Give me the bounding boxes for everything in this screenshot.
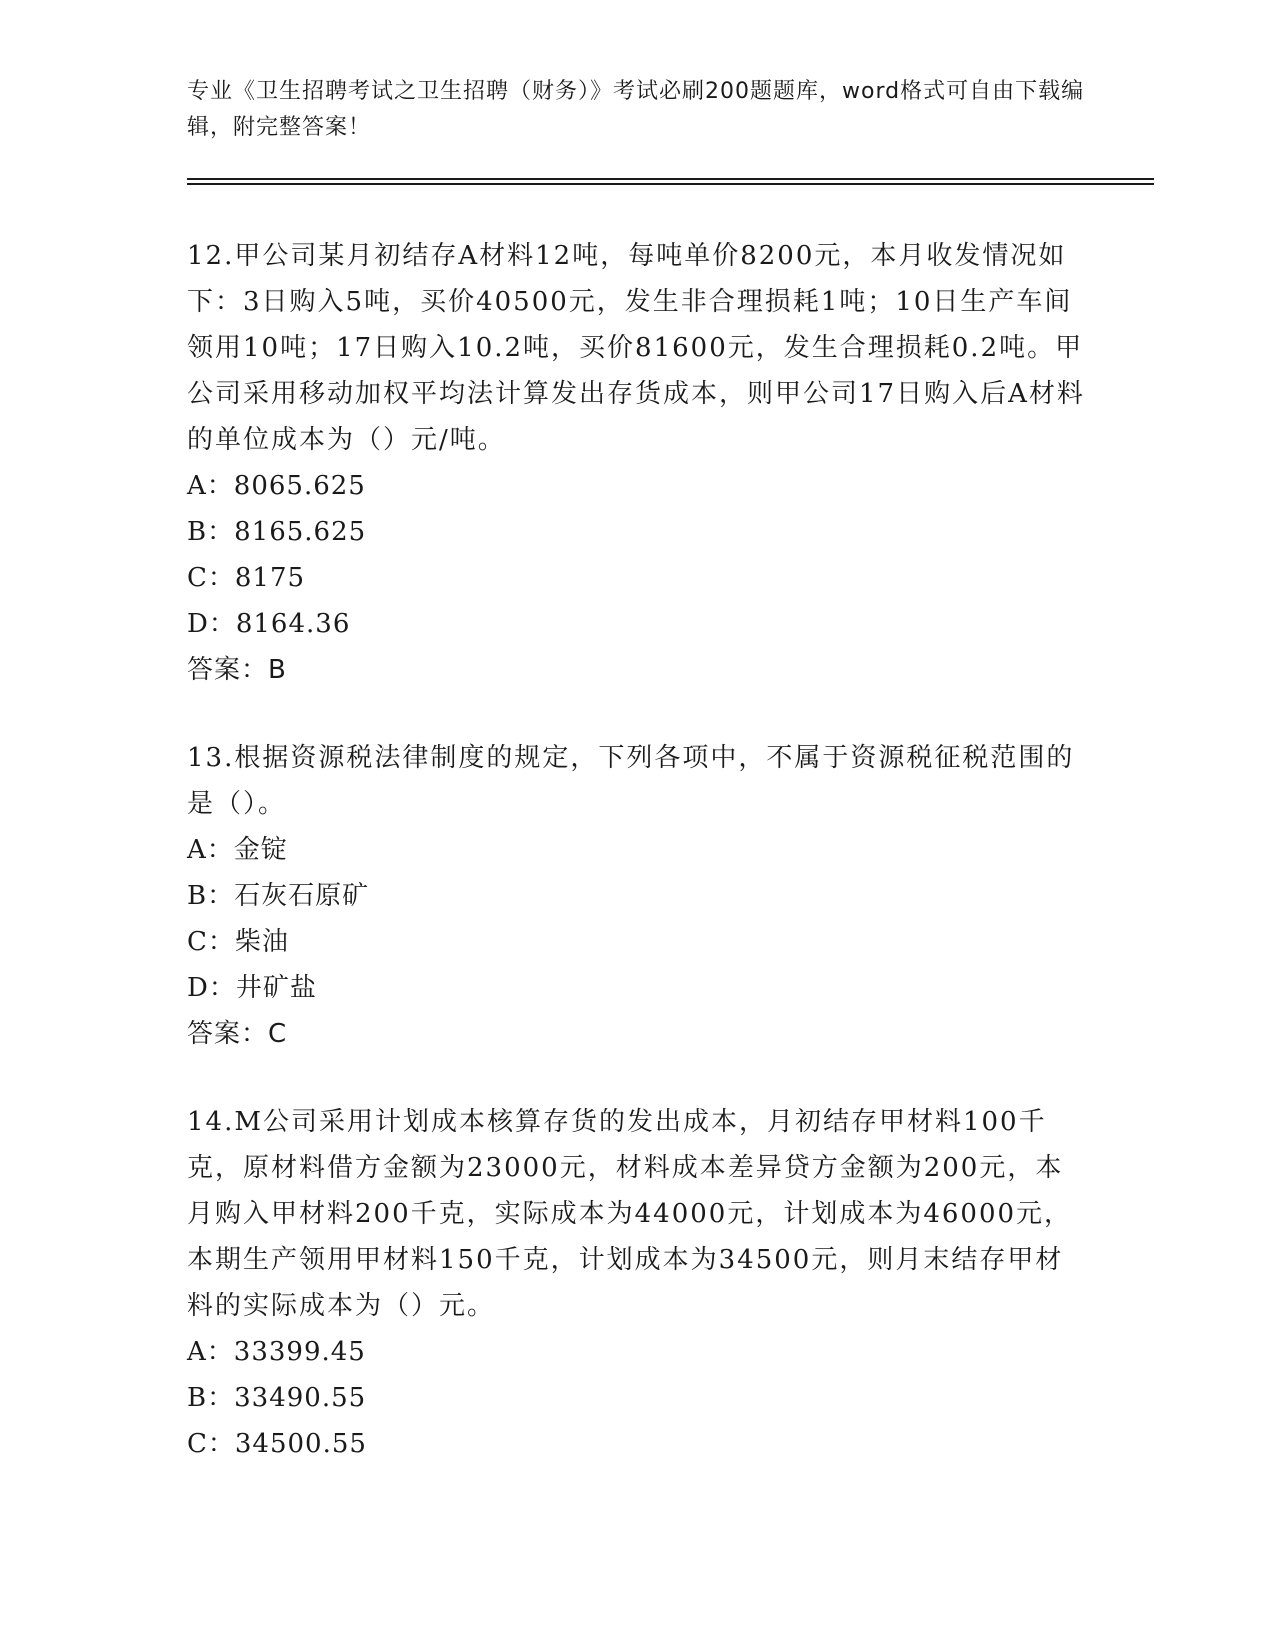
header-divider-bottom	[187, 183, 1154, 185]
question-stem: 12.甲公司某月初结存A材料12吨，每吨单价8200元，本月收发情况如下：3日购入5吨，买价40500元，发生非合理损耗1吨；10日生产车间领用10吨；17日购入10.2吨，买价81600元，发生合理损耗0.2吨。甲公司采用移动加权平均法计算发出存货成本，则甲公司17日购入后A材料的单位成本为（）元/吨。	[187, 241, 1085, 455]
question-stem: 14.M公司采用计划成本核算存货的发出成本，月初结存甲材料100千克，原材料借方金额为23000元，材料成本差异贷方金额为200元，本月购入甲材料200千克，实际成本为44000元，计划成本为46000元，本期生产领用甲材料150千克，计划成本为34500元，则月末结存甲材料的实际成本为（）元。	[187, 1107, 1073, 1321]
option-c: C：8175	[187, 563, 306, 593]
option-a: A：8065.625	[187, 471, 366, 501]
option-a: A：金锭	[187, 835, 288, 865]
option-c: C：34500.55	[187, 1429, 367, 1459]
header-divider-top	[187, 178, 1154, 180]
option-d: D：8164.36	[187, 609, 351, 639]
question-list	[187, 233, 1087, 1509]
option-b: B：33490.55	[187, 1383, 367, 1413]
answer: 答案：B	[187, 655, 287, 685]
option-b: B：8165.625	[187, 517, 367, 547]
option-a: A：33399.45	[187, 1337, 366, 1367]
answer: 答案：C	[187, 1019, 288, 1049]
option-c: C：柴油	[187, 927, 289, 957]
option-d: D：井矿盐	[187, 973, 317, 1003]
question-stem: 13.根据资源税法律制度的规定，下列各项中，不属于资源税征税范围的是（）。	[187, 743, 1075, 819]
question-14	[187, 1099, 1087, 1467]
page-header: 专业《卫生招聘考试之卫生招聘（财务）》考试必刷200题题库，word格式可自由下载编辑，附完整答案！	[187, 79, 1085, 140]
question-13	[187, 735, 1087, 1057]
option-b: B：石灰石原矿	[187, 881, 370, 911]
question-12	[187, 233, 1087, 693]
